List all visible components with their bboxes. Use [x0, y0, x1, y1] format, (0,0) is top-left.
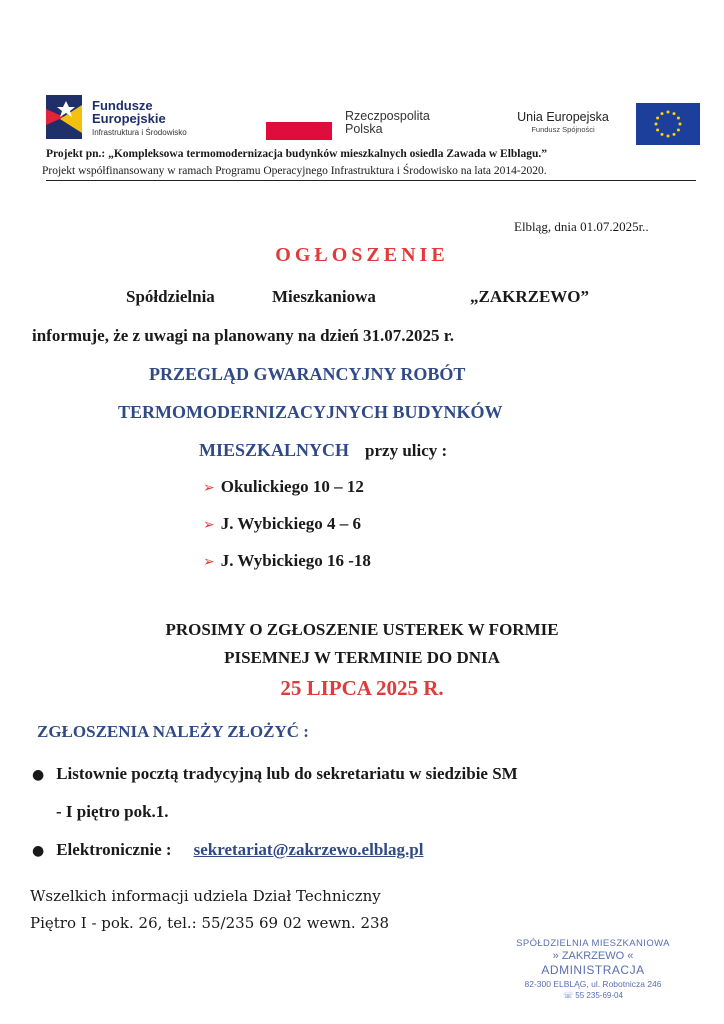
stamp-line3: ADMINISTRACJA: [541, 963, 645, 977]
info-line1: Wszelkich informacji udziela Dział Techniczny: [30, 887, 381, 905]
cofinance-note: Projekt współfinansowany w ramach Programu Operacyjnego Infrastruktura i Środowisko na lata 2014-2020.: [42, 165, 547, 177]
stamp-line5: ☏ 55 235-69-04: [563, 991, 623, 1000]
stamp-line2: » ZAKRZEWO «: [552, 950, 634, 962]
coop-label-2: Mieszkaniowa: [272, 287, 376, 306]
coop-name: „ZAKRZEWO”: [470, 287, 590, 306]
address-text: J. Wybickiego 4 – 6: [220, 514, 361, 533]
fundusze-europejskie-logo-icon: [46, 95, 82, 139]
fe-logo-line1: Fundusze: [92, 98, 153, 113]
ue-logo-text: [503, 110, 623, 136]
request-line1: PROSIMY O ZGŁOSZENIE USTEREK W FORMIE: [165, 620, 559, 639]
ue-logo-line2: Fundusz Spójności: [531, 125, 595, 134]
inspection-line1: PRZEGLĄD GWARANCYJNY ROBÓT: [149, 364, 466, 384]
submit-heading: ZGŁOSZENIA NALEŻY ZŁOŻYĆ :: [37, 722, 309, 741]
header-divider: [46, 180, 696, 181]
ue-logo-line1: Unia Europejska: [517, 110, 609, 124]
address-item: [203, 551, 371, 571]
project-title: [46, 148, 547, 160]
date-line: Elbląg, dnia 01.07.2025r..: [514, 219, 649, 234]
method-letter: [32, 764, 518, 784]
address-item: [203, 477, 364, 497]
bullet-dot-icon: ●: [32, 843, 45, 859]
deadline: 25 LIPCA 2025 R.: [280, 676, 444, 700]
address-item: [203, 514, 361, 534]
informs-line: informuje, że z uwagi na planowany na dzień 31.07.2025 r.: [32, 326, 455, 345]
stamp-line4: 82-300 ELBLĄG, ul. Robotnicza 246: [524, 979, 662, 989]
method-letter-text: Listownie pocztą tradycyjną lub do sekretariatu w siedzibie SM: [56, 764, 518, 783]
streets-label: przy ulicy :: [365, 441, 448, 460]
arrow-bullet-icon: ➢: [203, 554, 215, 570]
bullet-dot-icon: ●: [32, 767, 45, 783]
announcement-title: OGŁOSZENIE: [275, 244, 449, 266]
method-electronic: [32, 840, 423, 860]
pl-logo-line1: Rzeczpospolita: [345, 109, 430, 123]
electronic-label: Elektronicznie :: [56, 840, 172, 859]
info-line2: Piętro I - pok. 26, tel.: 55/235 69 02 wewn. 238: [30, 914, 390, 932]
method-letter-cont: - I piętro pok.1.: [56, 802, 169, 821]
address-text: Okulickiego 10 – 12: [220, 477, 364, 496]
polish-flag-icon: [266, 122, 332, 140]
stamp-line1: SPÓŁDZIELNIA MIESZKANIOWA: [516, 938, 670, 949]
pl-logo-text: [345, 110, 430, 136]
fe-logo-line2: Europejskie: [92, 111, 166, 126]
inspection-line2: TERMOMODERNIZACYJNYCH BUDYNKÓW: [118, 402, 503, 422]
administration-stamp: [498, 938, 688, 1001]
inspection-line3: MIESZKALNYCH: [199, 440, 350, 460]
coop-label: Spółdzielnia: [126, 287, 215, 306]
request-line2: PISEMNEJ W TERMINIE DO DNIA: [224, 648, 500, 667]
eu-flag-icon: [636, 103, 700, 145]
arrow-bullet-icon: ➢: [203, 517, 215, 533]
email-link[interactable]: sekretariat@zakrzewo.elblag.pl: [193, 840, 424, 859]
address-text: J. Wybickiego 16 -18: [220, 551, 371, 570]
project-name: „Kompleksowa termomodernizacja budynków mieszkalnych osiedla Zawada w Elblagu.”: [108, 148, 548, 160]
pl-logo-line2: Polska: [345, 122, 383, 136]
fe-logo-text: [92, 99, 187, 140]
fe-logo-line3: Infrastruktura i Środowisko: [92, 128, 187, 137]
arrow-bullet-icon: ➢: [203, 480, 215, 496]
inspection-line3-row: [199, 440, 447, 461]
project-prefix: Projekt pn.:: [46, 148, 106, 160]
